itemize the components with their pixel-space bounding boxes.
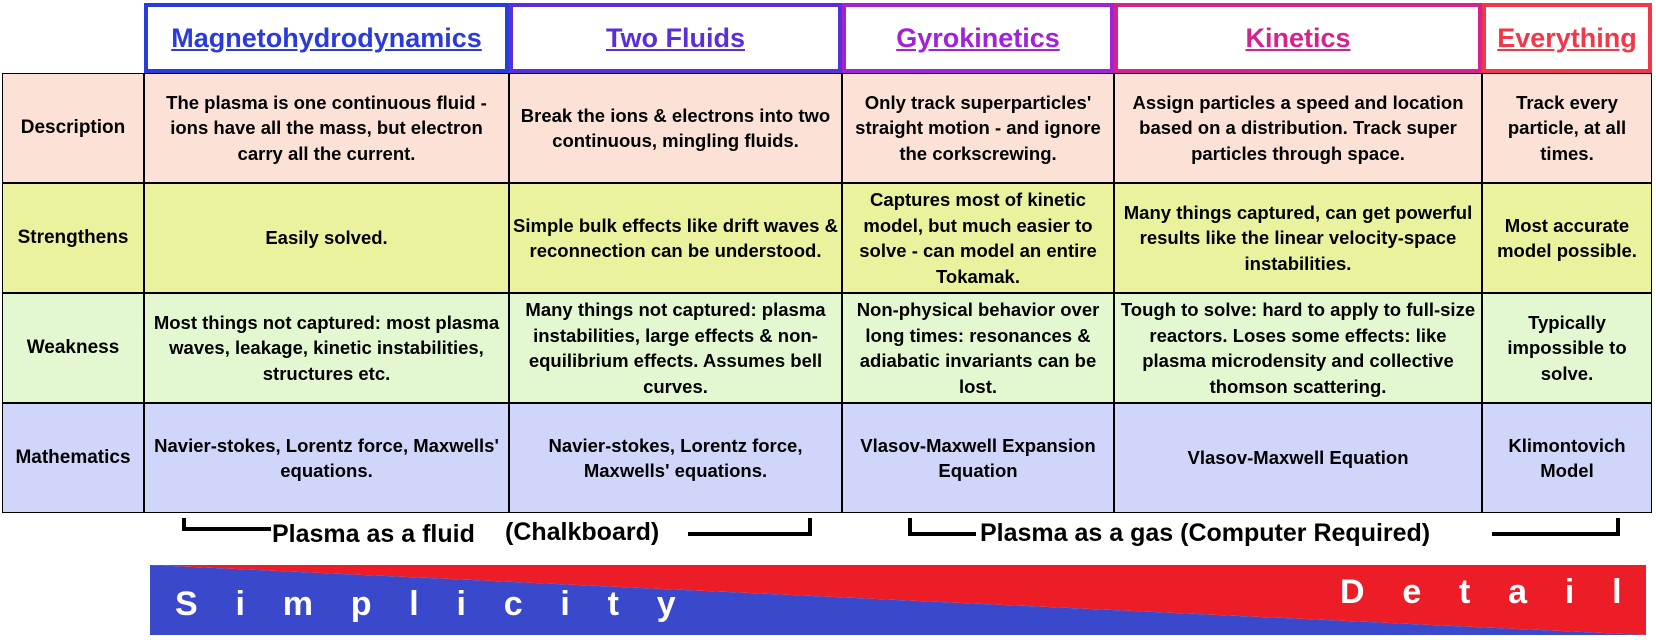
gas-group-label: Plasma as a gas (Computer Required) (980, 519, 1431, 547)
table-cell: Navier-stokes, Lorentz force, Maxwells' equations. (509, 403, 842, 513)
column-header-label[interactable]: Gyrokinetics (896, 22, 1060, 53)
fluid-group-sublabel: (Chalkboard) (505, 518, 660, 546)
table-cell: The plasma is one continuous fluid - ions have all the mass, but electron carry all the current. (144, 73, 509, 183)
gas-bracket-line (908, 518, 912, 536)
table-cell: Track every particle, at all times. (1482, 73, 1652, 183)
table-cell: Captures most of kinetic model, but much easier to solve - can model an entire Tokamak. (842, 183, 1114, 293)
table-cell: Only track superparticles' straight motion - and ignore the corkscrewing. (842, 73, 1114, 183)
row-label-strengthens: Strengthens (2, 183, 144, 293)
row-label-weakness: Weakness (2, 293, 144, 403)
table-cell: Non-physical behavior over long times: resonances & adiabatic invariants can be lost. (842, 293, 1114, 403)
table-cell: Most accurate model possible. (1482, 183, 1652, 293)
table-cell: Easily solved. (144, 183, 509, 293)
table-cell: Most things not captured: most plasma waves, leakage, kinetic instabilities, structures etc. (144, 293, 509, 403)
fluid-bracket-line (182, 518, 186, 531)
gas-bracket-line (908, 532, 976, 536)
column-header-everything[interactable] (1482, 3, 1652, 73)
table-cell: Tough to solve: hard to apply to full-size reactors. Loses some effects: like plasma microdensity and collective thomson scattering. (1114, 293, 1482, 403)
table-cell: Vlasov-Maxwell Equation (1114, 403, 1482, 513)
column-header-two-fluids[interactable] (509, 3, 842, 73)
fluid-bracket-line (808, 518, 812, 536)
gas-bracket-line (1616, 518, 1620, 536)
column-header-label[interactable]: Magnetohydrodynamics (171, 22, 482, 53)
detail-label: D e t a i l (1340, 573, 1622, 611)
column-header-kinetics[interactable] (1114, 3, 1482, 73)
column-header-magnetohydrodynamics[interactable] (144, 3, 509, 73)
fluid-bracket-line (688, 532, 812, 536)
row-label-description: Description (2, 73, 144, 183)
gas-bracket-line (1492, 532, 1620, 536)
table-cell: Navier-stokes, Lorentz force, Maxwells' equations. (144, 403, 509, 513)
column-header-label[interactable]: Kinetics (1245, 22, 1351, 53)
table-cell: Many things not captured: plasma instabilities, large effects & non-equilibrium effects. Assumes bell curves. (509, 293, 842, 403)
table-cell: Typically impossible to solve. (1482, 293, 1652, 403)
column-header-label[interactable]: Everything (1497, 22, 1637, 53)
table-cell: Vlasov-Maxwell Expansion Equation (842, 403, 1114, 513)
table-cell: Assign particles a speed and location based on a distribution. Track super particles through space. (1114, 73, 1482, 183)
column-header-label[interactable]: Two Fluids (606, 22, 745, 53)
simplicity-label: S i m p l i c i t y (175, 585, 676, 623)
column-header-gyrokinetics[interactable] (842, 3, 1114, 73)
fluid-bracket-line (182, 527, 271, 531)
table-cell: Many things captured, can get powerful results like the linear velocity-space instabilities. (1114, 183, 1482, 293)
table-cell: Break the ions & electrons into two continuous, mingling fluids. (509, 73, 842, 183)
table-cell: Klimontovich Model (1482, 403, 1652, 513)
table-cell: Simple bulk effects like drift waves & reconnection can be understood. (509, 183, 842, 293)
simplicity-detail-scale (150, 565, 1646, 635)
fluid-group-label: Plasma as a fluid (272, 520, 475, 548)
row-label-mathematics: Mathematics (2, 403, 144, 513)
